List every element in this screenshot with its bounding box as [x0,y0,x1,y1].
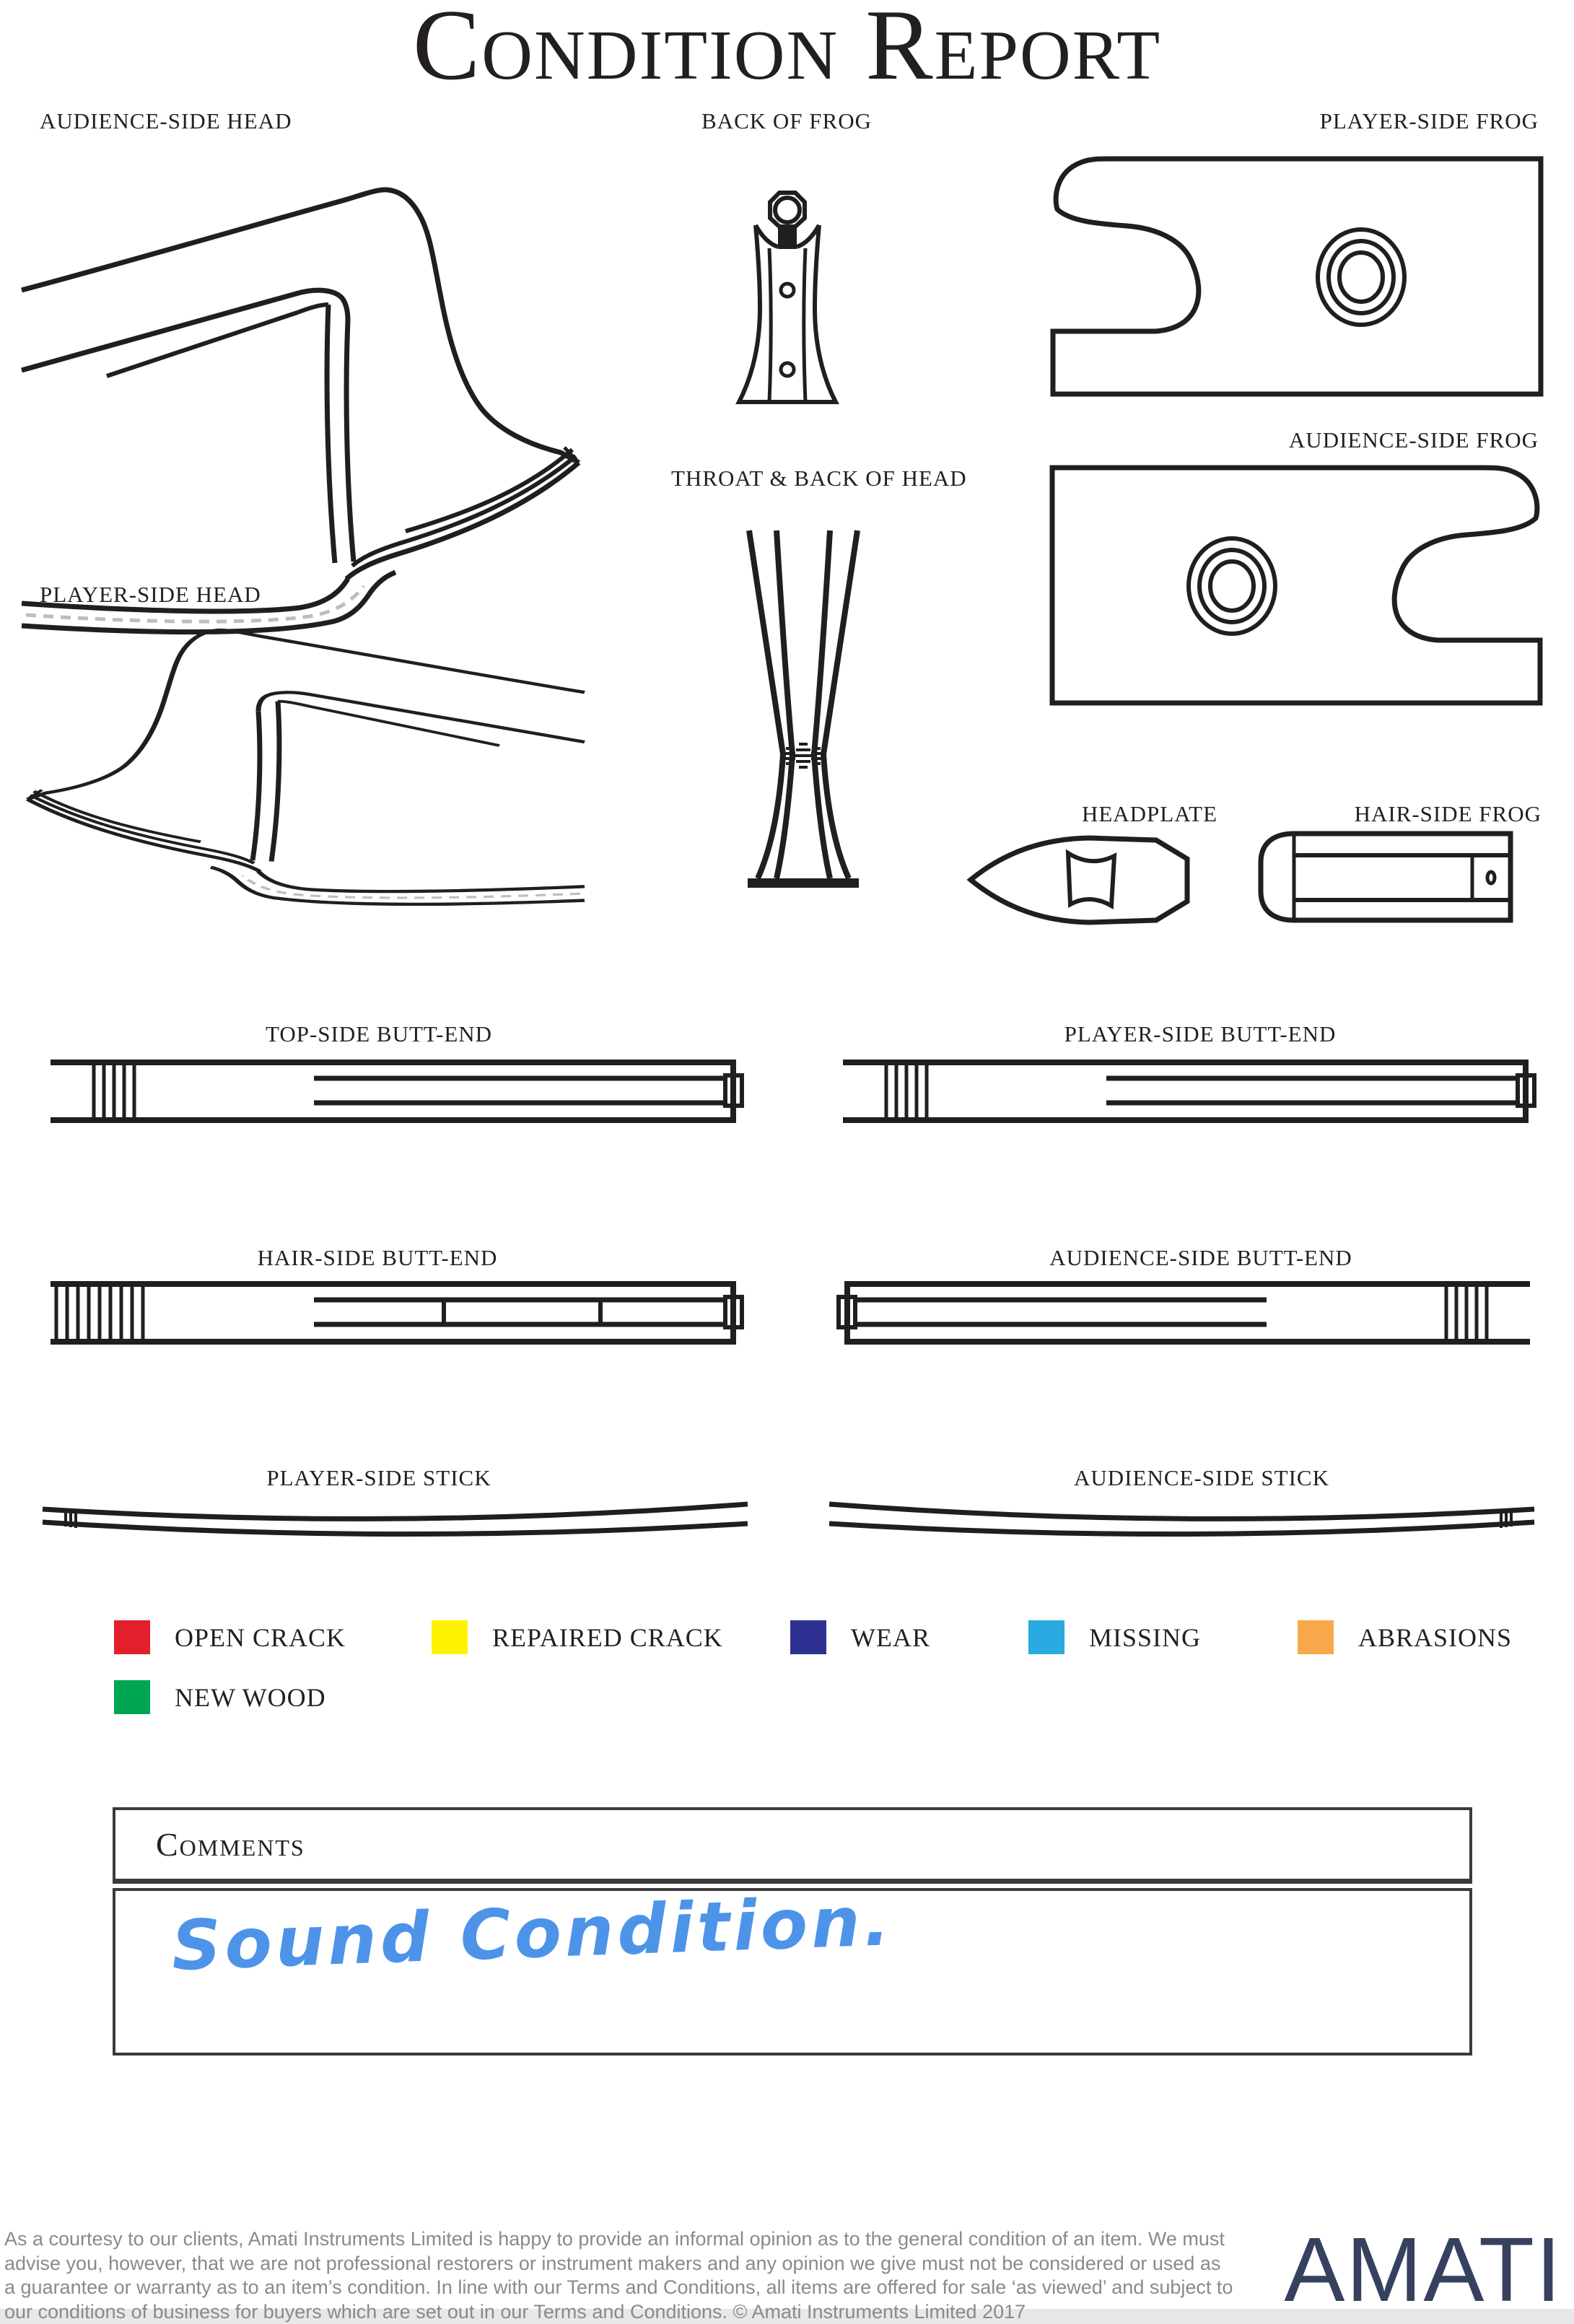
new-wood-swatch [114,1680,150,1714]
drawing-hair-side-butt-end [51,1284,742,1342]
label-audience-side-butt-end: AUDIENCE-SIDE BUTT-END [1049,1245,1352,1271]
abrasions-swatch [1298,1620,1334,1654]
legend-item-wear [790,1620,930,1654]
drawing-player-side-butt-end [843,1062,1534,1120]
legend-label: NEW WOOD [175,1682,326,1713]
comments-header [113,1807,1472,1884]
label-hair-side-butt-end: HAIR-SIDE BUTT-END [258,1245,498,1271]
drawing-hair-side-frog [1261,834,1510,920]
label-top-side-butt-end: TOP-SIDE BUTT-END [266,1021,492,1047]
label-player-side-stick: PLAYER-SIDE STICK [266,1465,491,1491]
legend-item-open-crack [114,1620,346,1654]
legend-label: MISSING [1089,1622,1201,1653]
label-back-of-frog: BACK OF FROG [701,108,872,134]
drawing-back-of-frog [739,193,836,402]
disclaimer-text [4,2227,1282,2324]
legend-item-abrasions [1298,1620,1512,1654]
label-audience-side-frog: AUDIENCE-SIDE FROG [1289,427,1539,453]
drawing-player-side-head [27,630,585,904]
drawing-audience-side-frog [1052,468,1540,703]
label-audience-side-head: AUDIENCE-SIDE HEAD [40,108,292,134]
repaired-crack-swatch [432,1620,468,1654]
disclaimer-line: our conditions of business for buyers which are set out in our Terms and Conditions. © Amati Instruments Limited 2017 [4,2300,1282,2324]
legend-label: REPAIRED CRACK [492,1622,723,1653]
disclaimer-line: a guarantee or warranty as to an item’s condition. In line with our Terms and Conditions, all items are offered for sale ‘as viewed’ and subject to [4,2276,1282,2300]
drawing-player-side-frog [1053,159,1541,394]
handwritten-note: Sound Condition. [170,1882,894,1986]
drawing-audience-side-stick [829,1504,1534,1534]
drawing-headplate [971,838,1187,922]
wear-swatch [790,1620,826,1654]
drawing-audience-side-head [22,190,579,632]
disclaimer-line: advise you, however, that we are not professional restorers or instrument makers and any opinion we give must not be considered or used as [4,2252,1282,2276]
legend-item-new-wood [114,1680,326,1714]
label-throat-back-of-head: THROAT & BACK OF HEAD [671,466,967,492]
legend-item-repaired-crack [432,1620,723,1654]
drawing-throat-back-of-head [748,530,859,888]
label-player-side-frog: PLAYER-SIDE FROG [1320,108,1539,134]
disclaimer-line: As a courtesy to our clients, Amati Instruments Limited is happy to provide an informal opinion as to the general condition of an item. We must [4,2227,1282,2252]
label-audience-side-stick: AUDIENCE-SIDE STICK [1074,1465,1329,1491]
legend-item-missing [1028,1620,1201,1654]
label-player-side-head: PLAYER-SIDE HEAD [40,582,261,608]
label-hair-side-frog: HAIR-SIDE FROG [1355,801,1542,827]
legend-label: ABRASIONS [1358,1622,1512,1653]
page-title: Condition Report [413,0,1161,103]
amati-logo: AMATI [1284,2217,1562,2322]
drawing-audience-side-butt-end [839,1284,1530,1342]
comments-heading: Comments [156,1825,305,1864]
legend-label: OPEN CRACK [175,1622,346,1653]
open-crack-swatch [114,1620,150,1654]
drawing-player-side-stick [43,1504,748,1534]
label-headplate: HEADPLATE [1082,801,1217,827]
legend-label: WEAR [851,1622,930,1653]
drawing-top-side-butt-end [51,1062,742,1120]
label-player-side-butt-end: PLAYER-SIDE BUTT-END [1064,1021,1337,1047]
missing-swatch [1028,1620,1064,1654]
